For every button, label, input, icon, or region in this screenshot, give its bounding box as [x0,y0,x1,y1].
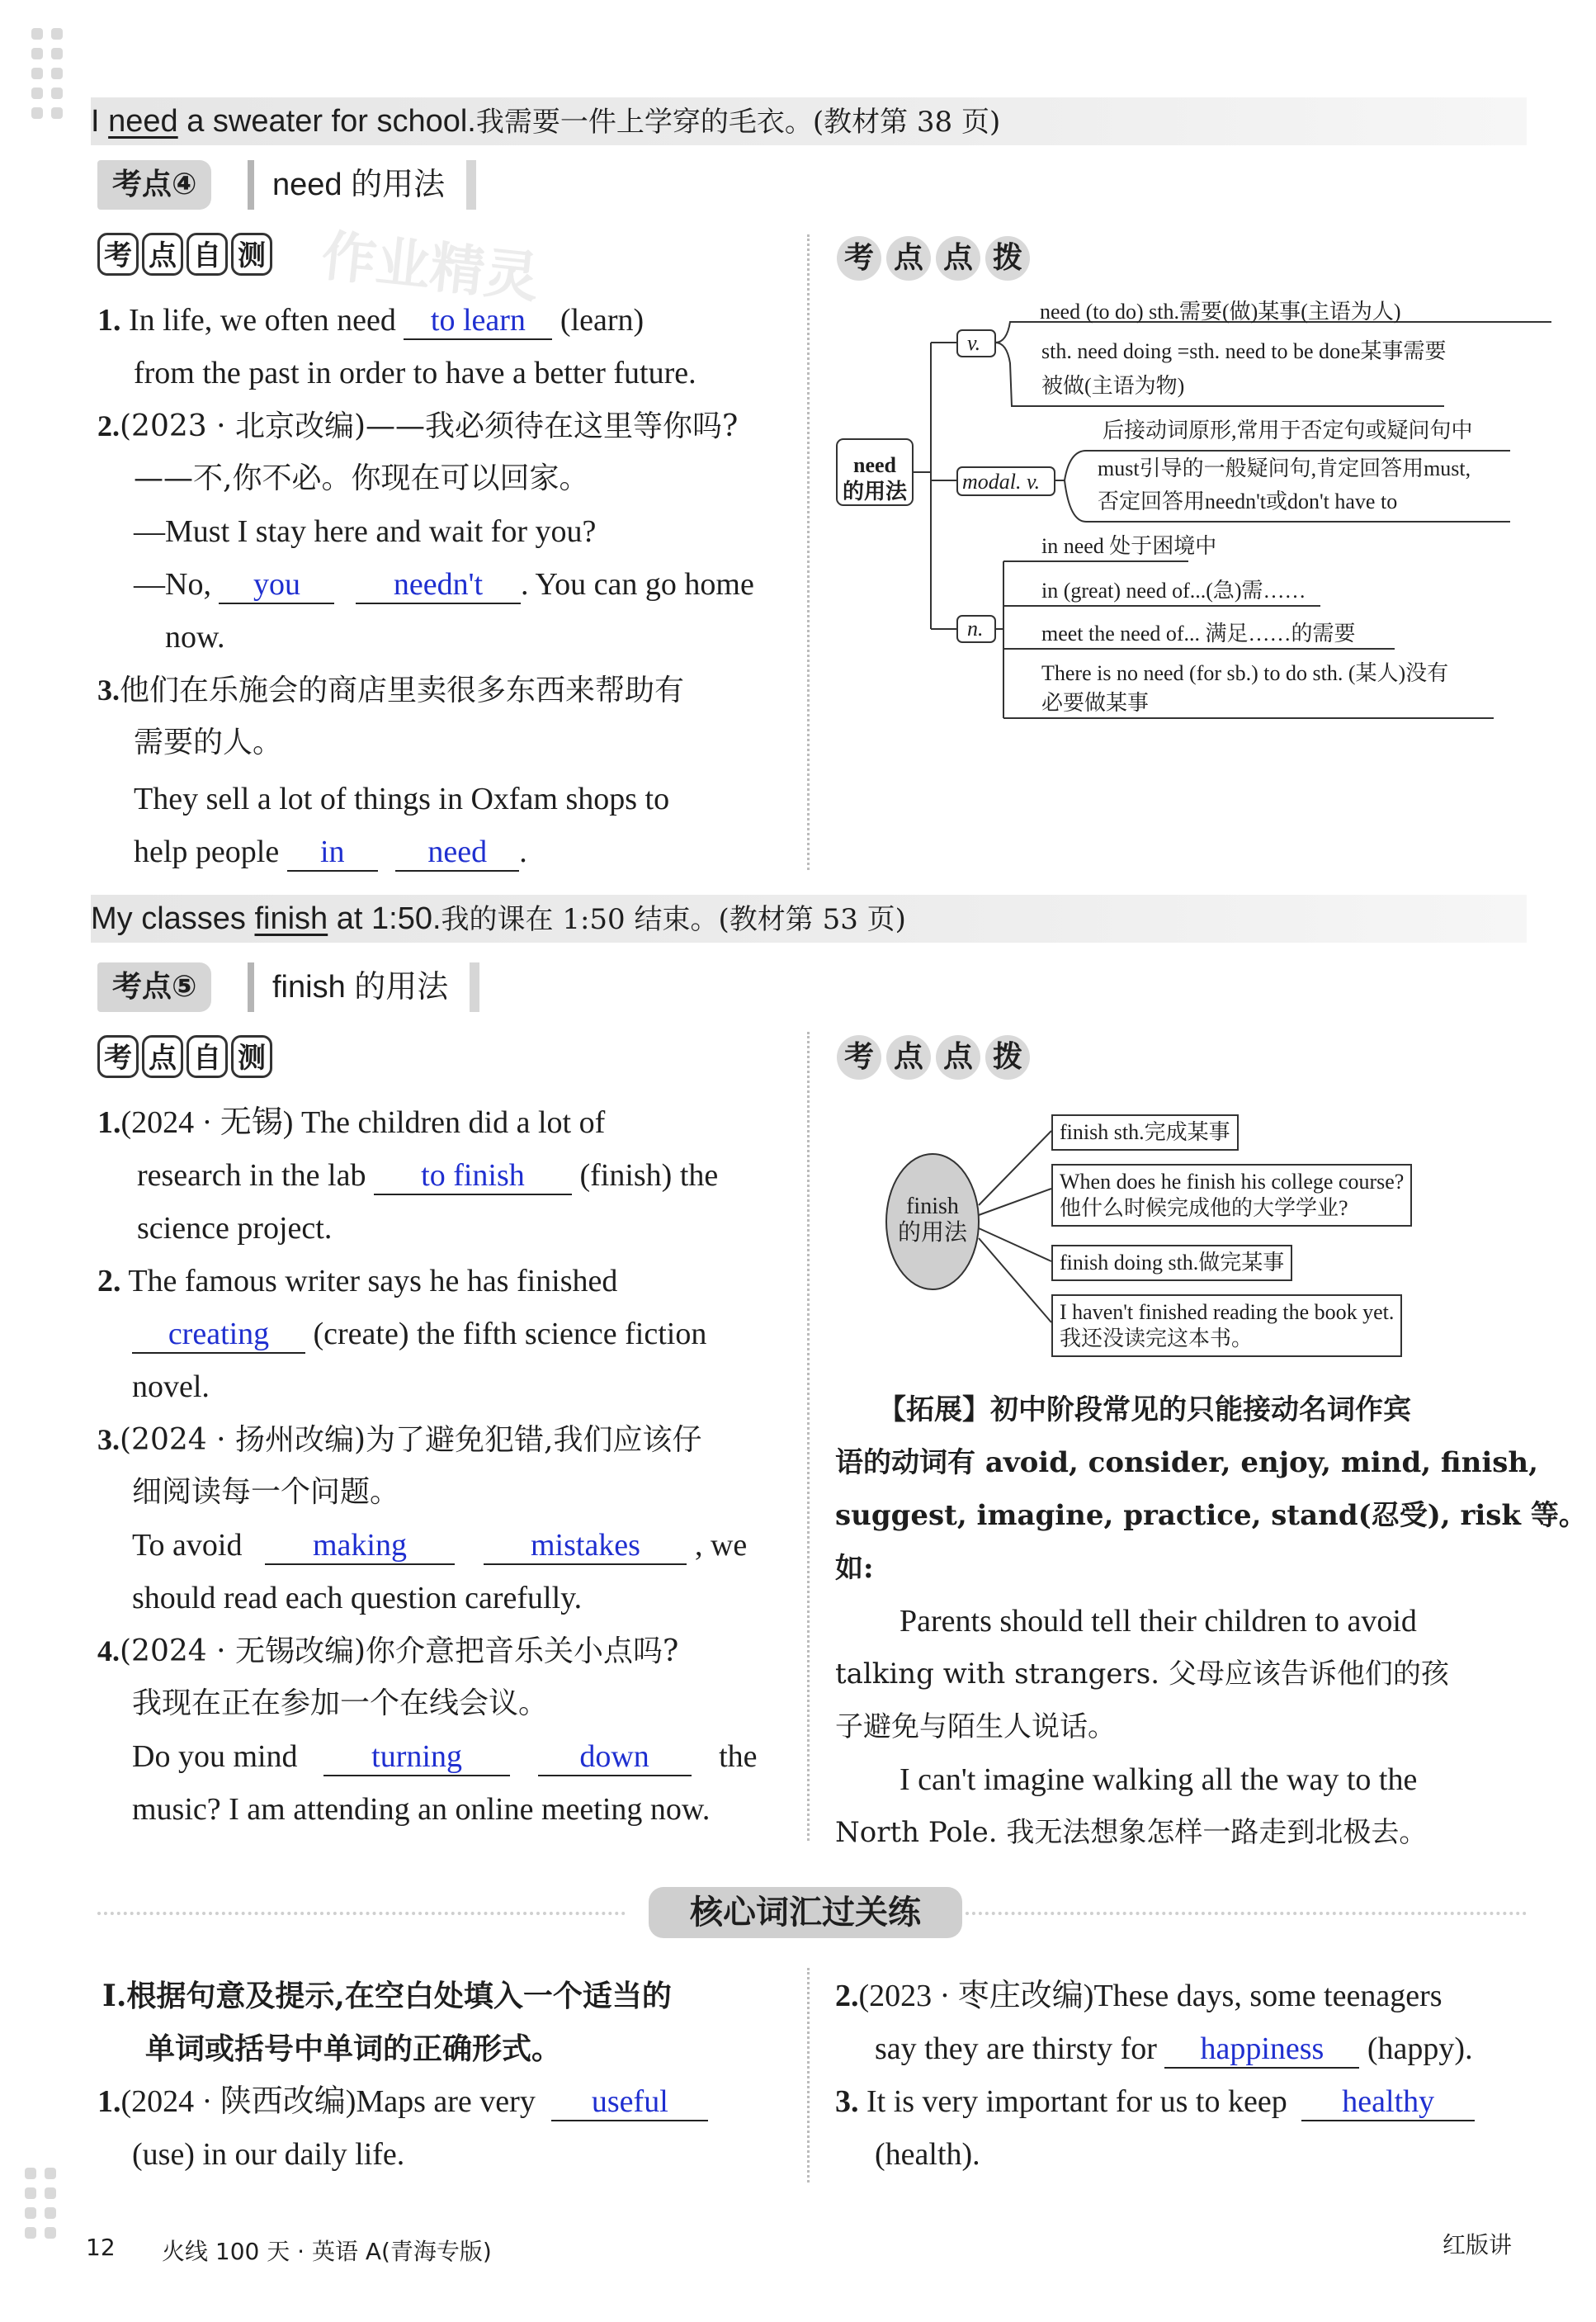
mindmap-leaf: 否定回答用needn't或don't have to [1098,489,1398,513]
question-line: science project. [137,1211,333,1246]
question-line: —No, you needn't . You can go home [134,558,754,611]
example-line: talking with strangers. 父母应该告诉他们的孩 [835,1658,1449,1691]
extension-line: suggest, imagine, practice, stand(忍受), risk 等。 [835,1499,1587,1532]
question: 1. In life, we often need to learn (learn) [97,294,644,347]
mindmap-leaf: 被做(主语为物) [1041,374,1185,398]
mindmap-leaf: There is no need (for sb.) to do sth. (某人)没有 [1041,661,1449,685]
book-title: 火线 100 天 · 英语 A(青海专版) [162,2238,492,2265]
answer-blank[interactable]: turning [323,1738,510,1776]
mindmap-leaf: need (to do) sth.需要(做)某事(主语为人) [1040,300,1401,324]
question: 2. The famous writer says he has finished [97,1264,618,1298]
hint-label: 考 点 点 拨 [837,236,1030,281]
mindmap-leaf: When does he finish his college course? 他什么时候完成他的大学学业? [1051,1164,1412,1227]
mindmap-node-v: v. [967,331,981,355]
mindmap-center: need 的用法 [842,453,907,504]
answer-blank[interactable]: needn't [356,566,521,604]
mindmap-leaf: 必要做某事 [1041,691,1150,715]
key-word: need [108,104,178,139]
answer-blank[interactable]: you [219,566,334,604]
kaodian-title: finish 的用法 [248,962,479,1012]
question-line: 需要的人。 [134,726,283,759]
question-line: should read each question carefully. [132,1581,583,1615]
question-line: help people in need . [134,825,527,878]
textbook-sentence-banner: My classes finish at 1:50.我的课在 1:50 结束。(教材第 53 页) [91,895,1527,943]
mindmap-leaf: in need 处于困境中 [1041,534,1217,558]
answer-blank[interactable]: creating [132,1316,305,1354]
question-line: now. [165,620,225,655]
mindmap-leaf: 后接动词原形,常用于否定句或疑问句中 [1103,419,1473,442]
kaodian-title: need 的用法 [248,160,476,210]
mindmap-leaf: finish sth.完成某事 [1051,1114,1239,1151]
question: 1.(2024 · 无锡) The children did a lot of [97,1105,606,1140]
extension-line: 如: [835,1552,874,1585]
self-test-label: 考 点 自 测 [97,233,272,276]
textbook-sentence-banner: I need a sweater for school.我需要一件上学穿的毛衣。(教材第 38 页) [91,97,1527,145]
question: 3.(2024 · 扬州改编)为了避免犯错,我们应该仔 [97,1423,702,1457]
question-line: creating (create) the fifth science fiction [132,1308,706,1360]
answer-blank[interactable]: making [265,1527,455,1565]
core-title: 核心词汇过关练 [649,1887,962,1938]
question-line: novel. [132,1369,210,1404]
self-test-label: 考 点 自 测 [97,1035,272,1078]
answer-blank[interactable]: to learn [404,302,552,340]
example-line: Parents should tell their children to avoid [900,1604,1417,1639]
question-line: ——不,你不必。你现在可以回家。 [134,461,589,495]
answer-blank[interactable]: happiness [1164,2031,1359,2069]
mindmap-node-modal: modal. v. [962,470,1041,494]
question: 2.(2023 · 枣庄改编)These days, some teenagers [835,1979,1443,2013]
answer-blank[interactable]: need [395,834,519,872]
question-line: research in the lab to finish (finish) the [137,1149,718,1202]
extension-heading: 【拓展】初中阶段常见的只能接动名词作宾 [878,1393,1411,1426]
answer-blank[interactable]: to finish [374,1157,572,1195]
question-line: They sell a lot of things in Oxfam shops to [134,782,670,816]
kaodian-tag: 考点⑤ [97,962,211,1012]
question-line: (use) in our daily life. [132,2137,405,2172]
question-line: 细阅读每一个问题。 [132,1475,400,1509]
mindmap-center: finish 的用法 [897,1194,967,1246]
section-divider-left [97,1912,626,1915]
kaodian-tag: 考点④ [97,160,211,210]
page-number: 12 [86,2234,116,2261]
column-divider [807,1032,810,1841]
answer-blank[interactable]: useful [551,2083,708,2121]
answer-blank[interactable]: in [287,834,378,872]
answer-blank[interactable]: down [538,1738,692,1776]
question: 3.他们在乐施会的商店里卖很多东西来帮助有 [97,674,685,707]
example-line: I can't imagine walking all the way to the [900,1762,1418,1797]
column-divider [807,1968,810,2182]
question-line: from the past in order to have a better future. [134,356,696,390]
mindmap-leaf: in (great) need of...(急)需…… [1041,579,1306,603]
question: 4.(2024 · 无锡改编)你介意把音乐关小点吗? [97,1634,679,1668]
answer-blank[interactable]: healthy [1301,2083,1475,2121]
edition-label: 红版讲 [1443,2231,1513,2258]
column-divider [807,234,810,870]
question: 2.(2023 · 北京改编)——我必须待在这里等你吗? [97,409,739,443]
mindmap-leaf: sth. need doing =sth. need to be done某事需要 [1041,339,1447,363]
example-line: 子避免与陌生人说话。 [835,1710,1116,1743]
mindmap-leaf: meet the need of... 满足……的需要 [1041,622,1356,646]
mindmap-node-n: n. [967,617,984,641]
part-heading-line: 单词或括号中单词的正确形式。 [145,2031,562,2066]
watermark: 作业精灵 [319,224,542,310]
question-line: say they are thirsty for happiness (happy). [875,2022,1473,2075]
answer-blank[interactable]: mistakes [484,1527,687,1565]
extension-line: 语的动词有 avoid, consider, enjoy, mind, finish, [835,1446,1538,1479]
question-line: (health). [875,2137,980,2172]
question: 3. It is very important for us to keep healthy [835,2075,1475,2128]
mindmap-leaf: I haven't finished reading the book yet. 我还没读完这本书。 [1051,1294,1402,1357]
question-line: Do you mind turning down the [132,1730,758,1783]
mindmap-leaf: must引导的一般疑问句,肯定回答用must, [1098,456,1471,480]
key-word: finish [254,901,328,936]
mindmap-leaf: finish doing sth.做完某事 [1051,1245,1292,1281]
hint-label: 考 点 点 拨 [837,1035,1030,1080]
example-line: North Pole. 我无法想象怎样一路走到北极去。 [835,1816,1428,1849]
question-line: 我现在正在参加一个在线会议。 [132,1686,549,1720]
question-line: To avoid making mistakes , we [132,1519,747,1572]
section-divider-right [966,1912,1527,1915]
question-line: music? I am attending an online meeting now. [132,1792,711,1827]
question-line: —Must I stay here and wait for you? [134,514,597,549]
part-heading: Ⅰ.根据句意及提示,在空白处填入一个适当的 [102,1979,672,2013]
question: 1.(2024 · 陕西改编)Maps are very useful [97,2075,708,2128]
